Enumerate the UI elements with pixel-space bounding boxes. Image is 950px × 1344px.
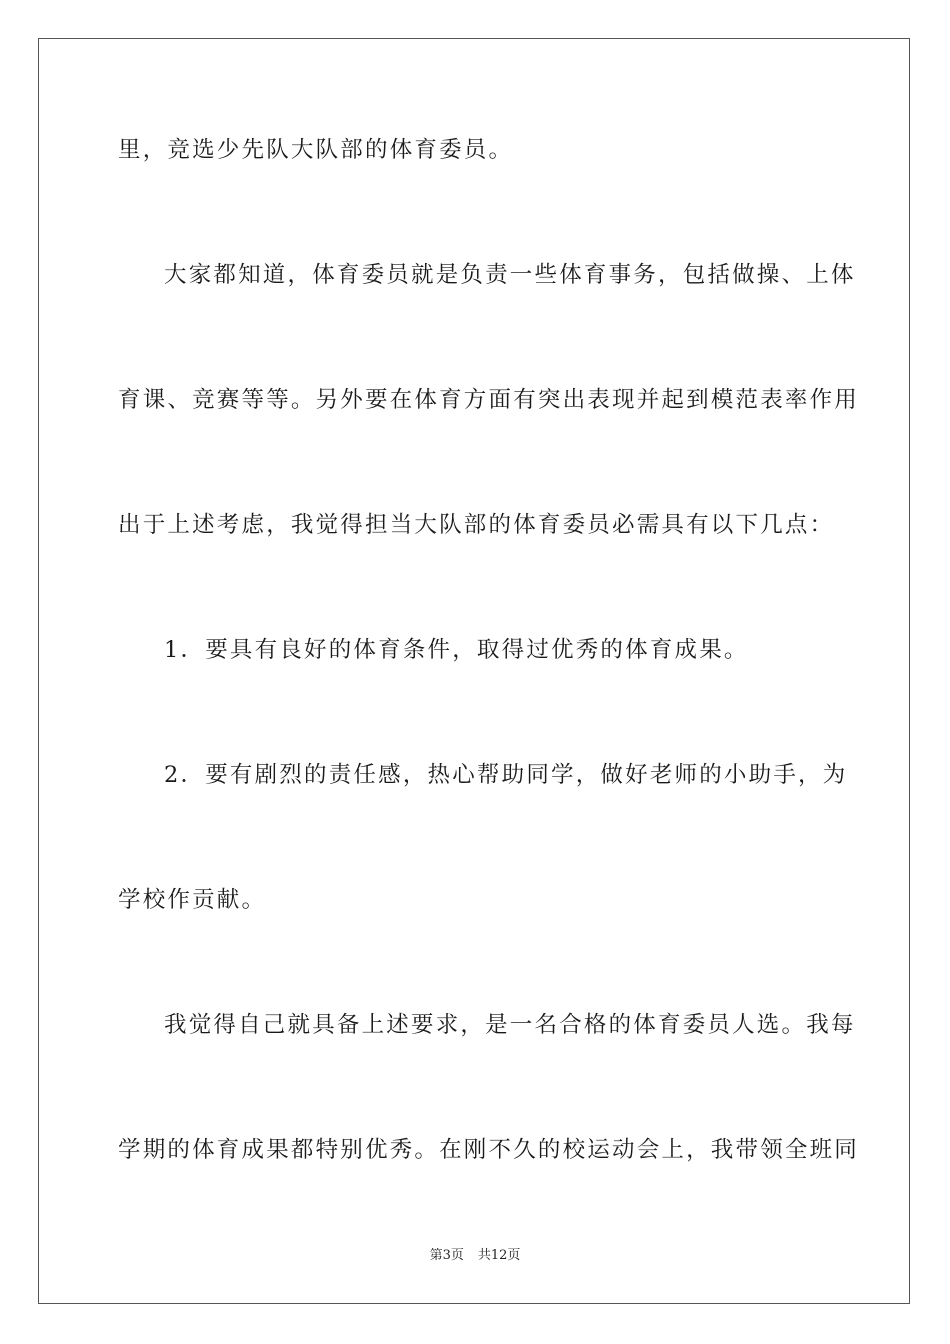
body-text-line-1: 里，竞选少先队大队部的体育委员。 bbox=[118, 137, 514, 163]
body-text-line-5: 1．要具有良好的体育条件，取得过优秀的体育成果。 bbox=[164, 637, 749, 663]
body-text-line-9: 学期的体育成果都特别优秀。在刚不久的校运动会上，我带领全班同 bbox=[118, 1137, 860, 1163]
body-text-line-8: 我觉得自己就具备上述要求，是一名合格的体育委员人选。我每 bbox=[164, 1012, 856, 1038]
page-total: 共12页 bbox=[477, 1248, 521, 1263]
page-number: 第3页 bbox=[429, 1248, 464, 1263]
body-text-line-3: 育课、竞赛等等。另外要在体育方面有突出表现并起到模范表率作用 bbox=[118, 387, 860, 413]
body-text-line-7: 学校作贡献。 bbox=[118, 887, 267, 913]
body-text-line-2: 大家都知道，体育委员就是负责一些体育事务，包括做操、上体 bbox=[164, 262, 856, 288]
page-footer bbox=[0, 1247, 950, 1265]
body-text-line-6: 2．要有剧烈的责任感，热心帮助同学，做好老师的小助手，为 bbox=[164, 762, 848, 788]
page-border bbox=[38, 38, 910, 1304]
body-text-line-4: 出于上述考虑，我觉得担当大队部的体育委员必需具有以下几点： bbox=[118, 512, 835, 538]
